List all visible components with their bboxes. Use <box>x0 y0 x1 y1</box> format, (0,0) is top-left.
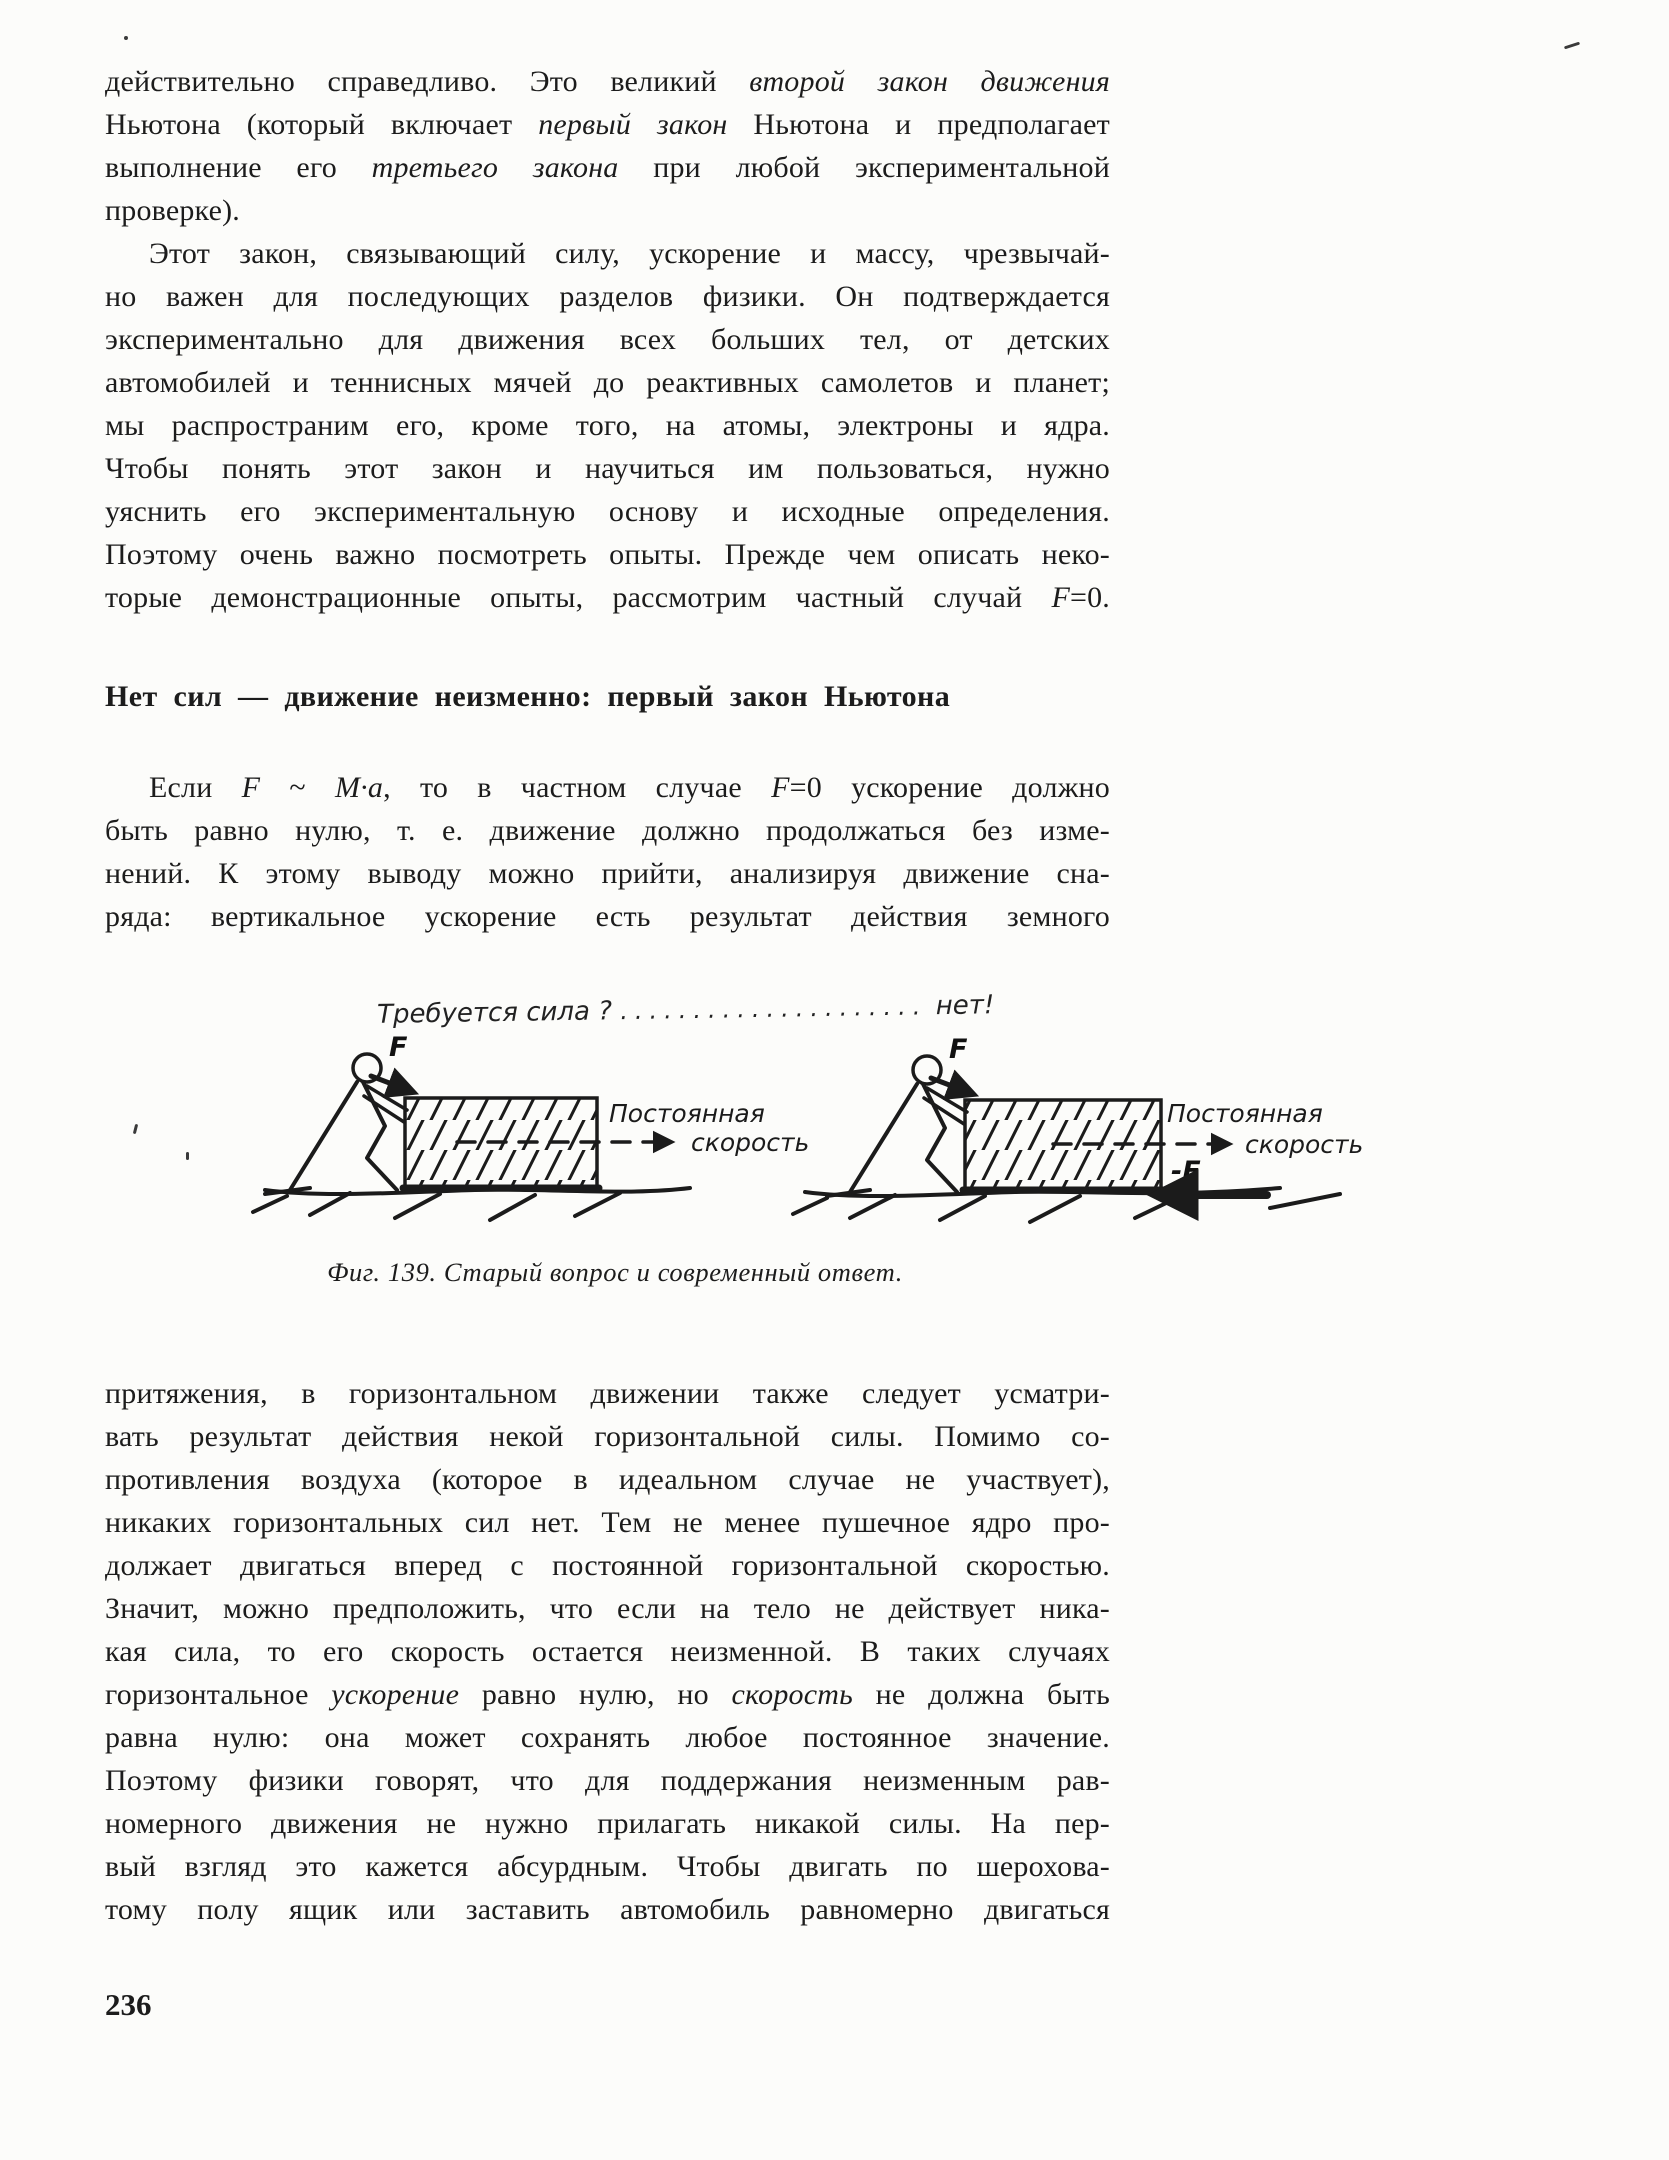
body-text: никаких горизонтальных сил нет. Тем не менее пушечное ядро про- <box>105 1506 1110 1539</box>
scan-artifact <box>186 1152 189 1160</box>
text-line <box>105 275 1110 318</box>
dotted-leader: ..................... <box>620 992 928 1026</box>
text-line <box>105 146 1110 189</box>
scan-artifact <box>1564 42 1580 50</box>
text-line <box>105 404 1110 447</box>
emphasized-text: скорость <box>731 1678 853 1711</box>
body-text: Поэтому очень важно посмотреть опыты. Прежде чем описать неко- <box>105 538 1110 571</box>
emphasized-text: второй закон движения <box>749 65 1110 98</box>
body-text: экспериментально для движения всех больших тел, от детских <box>105 323 1110 356</box>
text-line <box>105 809 1110 852</box>
figure-answer-label: нет! <box>935 990 995 1022</box>
section-heading-text: Нет сил — движение неизменно: первый закон Ньютона <box>105 680 951 713</box>
body-text: Ньютона и предполагает <box>727 108 1110 141</box>
text-line <box>105 895 1110 938</box>
body-text: противления воздуха (которое в идеальном случае не участвует), <box>105 1463 1110 1496</box>
body-text: ряда: вертикальное ускорение есть результат действия земного <box>105 900 1110 933</box>
text-line <box>105 1587 1110 1630</box>
text-line <box>105 1415 1110 1458</box>
body-text: Поэтому физики говорят, что для поддержания неизменным рав- <box>105 1764 1110 1797</box>
text-line <box>105 1544 1110 1587</box>
body-text: =0 ускорение должно <box>789 771 1110 804</box>
text-line <box>105 852 1110 895</box>
speed-label-top-right: Постоянная <box>1167 1099 1323 1128</box>
paragraph <box>105 1372 1110 1931</box>
body-text: вать результат действия некой горизонтальной силы. Помимо со- <box>105 1420 1110 1453</box>
text-line <box>105 361 1110 404</box>
body-text: вый взгляд это кажется абсурдным. Чтобы двигать по шерохова- <box>105 1850 1110 1883</box>
figure-question-line <box>377 984 1385 1030</box>
text-line <box>105 1802 1110 1845</box>
emphasized-text: M·a <box>334 771 384 804</box>
body-text: тому полу ящик или заставить автомобиль равномерно двигаться <box>105 1893 1110 1926</box>
text-line <box>105 1845 1110 1888</box>
text-line <box>105 1888 1110 1931</box>
paragraph <box>105 60 1110 232</box>
right-sketch <box>793 1034 1363 1222</box>
body-text: горизонтальное <box>105 1678 332 1711</box>
pusher-figure-left <box>265 1054 407 1194</box>
section-heading <box>105 675 1110 718</box>
text-line <box>105 1759 1110 1802</box>
body-text: должает двигаться вперед с постоянной горизонтальной скоростью. <box>105 1549 1110 1582</box>
body-text: автомобилей и теннисных мячей до реактивных самолетов и планет; <box>105 366 1110 399</box>
emphasized-text: первый закон <box>538 108 728 141</box>
figure-question-label: Требуется сила ? <box>376 996 613 1030</box>
page-number: 236 <box>105 1987 152 2022</box>
text-line <box>105 103 1110 146</box>
body-text: номерного движения не нужно прилагать никакой силы. На пер- <box>105 1807 1110 1840</box>
body-text: торые демонстрационные опыты, рассмотрим частный случай <box>105 581 1052 614</box>
emphasized-text: F <box>1051 581 1070 614</box>
paragraph <box>105 766 1110 938</box>
text-line <box>105 60 1110 103</box>
text-line <box>105 1630 1110 1673</box>
body-text: не должна быть <box>852 1678 1110 1711</box>
text-line <box>105 1716 1110 1759</box>
ground-hatching-left <box>253 1193 620 1220</box>
body-text: действительно справедливо. Это великий <box>105 65 750 98</box>
left-sketch <box>253 1032 809 1220</box>
force-label-right: F <box>949 1034 968 1065</box>
speed-label-bottom-left: скорость <box>691 1128 810 1157</box>
emphasized-text: третьего закона <box>371 151 619 184</box>
figure-caption: Фиг. 139. Старый вопрос и современный ответ. <box>327 1257 903 1287</box>
force-arrow-left <box>371 1076 413 1092</box>
body-text: проверке). <box>105 194 240 227</box>
text-line <box>105 1372 1110 1415</box>
text-line <box>105 490 1110 533</box>
body-text: Значит, можно предположить, что если на тело не действует ника- <box>105 1592 1110 1625</box>
lower-text <box>105 1372 1110 1931</box>
body-text: Этот закон, связывающий силу, ускорение и массу, чрезвычай- <box>149 237 1110 270</box>
text-line <box>105 533 1110 576</box>
text-line <box>105 1501 1110 1544</box>
body-text: при любой экспериментальной <box>618 151 1110 184</box>
upper-text <box>105 60 1110 938</box>
body-text: ~ <box>260 771 335 804</box>
body-text: кая сила, то его скорость остается неизменной. В таких случаях <box>105 1635 1110 1668</box>
body-text: выполнение его <box>105 151 372 184</box>
text-line <box>105 576 1110 619</box>
body-text: Чтобы понять этот закон и научиться им пользоваться, нужно <box>105 452 1110 485</box>
emphasized-text: F <box>241 771 261 804</box>
text-line <box>105 766 1110 809</box>
paragraph <box>105 232 1110 619</box>
body-text: равно нулю, но <box>459 1678 732 1711</box>
force-label-left: F <box>389 1032 408 1063</box>
figure-sketch <box>105 1030 1385 1245</box>
body-text: нений. К этому выводу можно прийти, анализируя движение сна- <box>105 857 1110 890</box>
body-text: но важен для последующих разделов физики. Он подтверждается <box>105 280 1110 313</box>
speed-label-top-left: Постоянная <box>609 1099 765 1128</box>
pusher-figure-right <box>827 1056 967 1196</box>
emphasized-text: F <box>771 771 790 804</box>
speed-label-bottom-right: скорость <box>1245 1130 1364 1159</box>
scan-artifact <box>124 36 128 40</box>
text-line <box>105 1458 1110 1501</box>
body-text: уяснить его экспериментальную основу и исходные определения. <box>105 495 1110 528</box>
text-line <box>105 189 1110 232</box>
body-text: Ньютона (который включает <box>105 108 539 141</box>
counter-force-label: -F <box>1171 1156 1201 1187</box>
body-text: , то в частном случае <box>383 771 772 804</box>
body-text: =0. <box>1069 581 1110 614</box>
text-line <box>105 447 1110 490</box>
body-text: мы распространим его, кроме того, на атомы, электроны и ядра. <box>105 409 1110 442</box>
body-text: Если <box>149 771 242 804</box>
body-text: притяжения, в горизонтальном движении также следует усматри- <box>105 1377 1110 1410</box>
force-arrow-right <box>931 1078 973 1094</box>
text-line <box>105 232 1110 275</box>
emphasized-text: ускорение <box>331 1678 460 1711</box>
text-line <box>105 1673 1110 1716</box>
body-text: быть равно нулю, т. е. движение должно продолжаться без изме- <box>105 814 1110 847</box>
figure-139 <box>105 992 1385 1288</box>
body-text: равна нулю: она может сохранять любое постоянное значение. <box>105 1721 1110 1754</box>
text-line <box>105 318 1110 361</box>
